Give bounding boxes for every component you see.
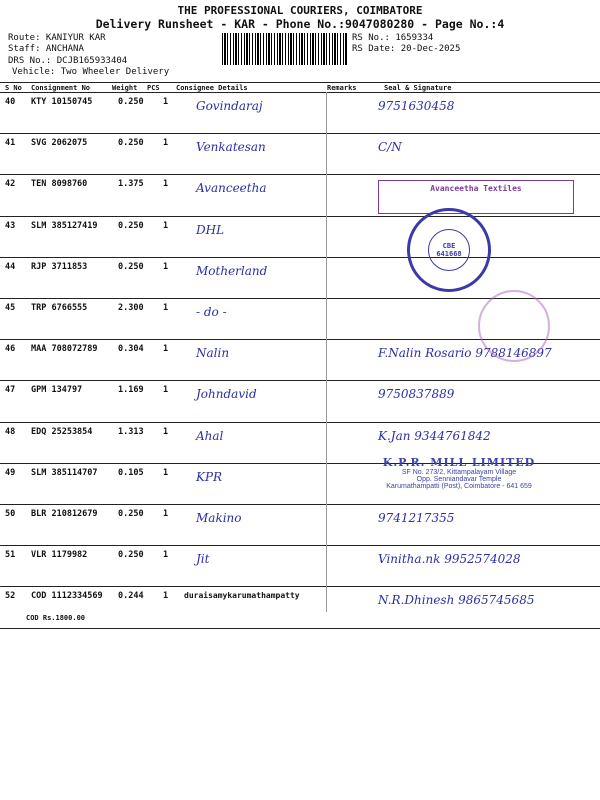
- row-signature-handwriting: K.Jan 9344761842: [378, 428, 491, 443]
- row-weight: 2.300: [118, 303, 144, 313]
- row-consignee-handwriting: - do -: [196, 305, 227, 319]
- row-consignment: GPM 134797: [31, 385, 83, 396]
- row-pcs: 1: [163, 591, 169, 602]
- row-signature-handwriting: N.R.Dhinesh 9865745685: [378, 593, 535, 608]
- row-consignment: KTY 10150745: [31, 97, 93, 107]
- row-weight: 0.250: [118, 220, 144, 231]
- row-sno: 43: [5, 220, 16, 231]
- table-row: [0, 92, 600, 133]
- row-consignee-handwriting: Motherland: [196, 263, 268, 278]
- row-sno: 46: [5, 344, 16, 355]
- row-weight: 0.105: [118, 467, 144, 478]
- table-row: [0, 380, 600, 421]
- row-weight: 0.250: [118, 138, 144, 149]
- row-sno: 49: [5, 467, 16, 478]
- table-row: [0, 504, 600, 545]
- row-consignee-handwriting: Ahal: [196, 428, 224, 443]
- row-pcs: 1: [163, 179, 169, 190]
- col-sno: S No: [5, 84, 22, 92]
- row-weight: 0.250: [118, 97, 144, 107]
- row-details: duraisamykarumathampatty: [184, 591, 300, 601]
- row-sno: 50: [5, 509, 16, 519]
- kpr-stamp-line3: Karumathampatti (Post), Coimbatore - 641 659: [386, 483, 532, 490]
- col-pcs: PCS: [147, 84, 160, 92]
- row-weight: 1.313: [118, 426, 144, 437]
- col-remarks: Remarks: [327, 84, 357, 92]
- row-consignment: COD 1112334569: [31, 591, 103, 602]
- row-consignee-handwriting: KPR: [196, 469, 223, 484]
- row-consignee-handwriting: Jit: [196, 552, 210, 567]
- row-signature-handwriting: 9751630458: [378, 99, 455, 113]
- col-details: Consignee Details: [176, 84, 248, 92]
- row-sno: 48: [5, 426, 16, 437]
- table-row: [0, 216, 600, 257]
- row-sno: 41: [5, 138, 16, 149]
- row-consignee-handwriting: Govindaraj: [196, 99, 263, 113]
- row-pcs: 1: [163, 467, 169, 478]
- row-consignee-handwriting: DHL: [196, 222, 225, 237]
- vehicle-label: Vehicle: Two Wheeler Delivery: [12, 67, 170, 77]
- row-consignee-handwriting: Makino: [196, 511, 242, 525]
- row-consignee-handwriting: Venkatesan: [196, 140, 266, 155]
- row-pcs: 1: [163, 97, 169, 107]
- row-pcs: 1: [163, 138, 169, 149]
- staff-label: Staff: ANCHANA: [8, 44, 84, 54]
- runsheet-title: Delivery Runsheet - KAR - Phone No.:9047080280 - Page No.:4: [95, 17, 505, 31]
- drs-label: DRS No.: DCJB165933404: [8, 56, 128, 66]
- table-bottom-rule: [0, 628, 600, 629]
- kpr-stamp-line1: SF No. 273/2, Kittampalayam Village: [401, 469, 517, 476]
- row-consignment: SLM 385127419: [31, 220, 98, 231]
- col-consignment: Consignment No: [31, 84, 91, 92]
- row-pcs: 1: [163, 220, 169, 231]
- row-signature-handwriting: C/N: [378, 140, 402, 155]
- avanceetha-stamp: Avanceetha Textiles: [378, 180, 574, 214]
- row-pcs: 1: [163, 344, 169, 355]
- row-consignee-handwriting: Avanceetha: [196, 181, 267, 196]
- row-pcs: 1: [163, 261, 169, 272]
- row-sno: 51: [5, 550, 16, 561]
- table-row: [0, 545, 600, 586]
- row-consignment: EDQ 25253854: [31, 426, 93, 437]
- row-weight: 0.250: [118, 550, 144, 561]
- dhl-seal-text: CBE 641668: [428, 229, 470, 271]
- row-pcs: 1: [163, 426, 169, 437]
- table-header: [0, 82, 600, 92]
- row-weight: 1.375: [118, 179, 144, 190]
- row-sno: 44: [5, 261, 16, 272]
- row-sno: 45: [5, 303, 16, 313]
- row-pcs: 1: [163, 550, 169, 561]
- remarks-divider: [326, 92, 327, 612]
- row-pcs: 1: [163, 385, 169, 396]
- row-consignment: SVG 2062075: [31, 138, 88, 149]
- route-label: Route: KANIYUR KAR: [8, 33, 106, 43]
- faded-seal: [478, 290, 550, 362]
- row-weight: 0.250: [118, 509, 144, 519]
- dhl-seal: [407, 208, 491, 292]
- col-seal: Seal & Signature: [384, 84, 452, 92]
- row-weight: 0.250: [118, 261, 144, 272]
- cod-note: COD Rs.1800.00: [26, 614, 86, 622]
- row-sno: 40: [5, 97, 16, 107]
- row-consignment: SLM 385114707: [31, 467, 98, 478]
- kpr-stamp-name: K.P.R. MILL LIMITED: [382, 456, 536, 469]
- row-consignee-handwriting: Johndavid: [196, 387, 257, 402]
- rs-date: RS Date: 20-Dec-2025: [352, 44, 461, 54]
- row-sno: 47: [5, 385, 16, 396]
- row-consignment: BLR 210812679: [31, 509, 98, 519]
- rs-number: RS No.: 1659334: [352, 33, 434, 43]
- barcode: [222, 33, 348, 65]
- row-pcs: 1: [163, 303, 169, 313]
- row-consignee-handwriting: Nalin: [196, 346, 230, 361]
- row-sno: 52: [5, 591, 16, 602]
- company-title: THE PROFESSIONAL COURIERS, COIMBATORE: [177, 4, 423, 17]
- table-row: [0, 133, 600, 174]
- row-signature-handwriting: 9741217355: [378, 511, 455, 525]
- table-row: [0, 586, 600, 627]
- row-pcs: 1: [163, 509, 169, 519]
- row-signature-handwriting: F.Nalin Rosario 9788146897: [378, 346, 552, 361]
- row-weight: 0.304: [118, 344, 144, 355]
- row-consignment: TRP 6766555: [31, 303, 88, 313]
- row-sno: 42: [5, 179, 16, 190]
- row-consignment: RJP 3711853: [31, 261, 88, 272]
- row-signature-handwriting: Vinitha.nk 9952574028: [378, 552, 521, 567]
- row-signature-handwriting: 9750837889: [378, 387, 455, 402]
- row-weight: 0.244: [118, 591, 144, 602]
- col-weight: Weight: [112, 84, 138, 92]
- kpr-stamp: [364, 456, 554, 490]
- row-weight: 1.169: [118, 385, 144, 396]
- kpr-stamp-line2: Opp. Senniandavar Temple: [416, 476, 502, 483]
- row-consignment: MAA 708072789: [31, 344, 98, 355]
- row-consignment: TEN 8098760: [31, 179, 88, 190]
- row-consignment: VLR 1179982: [31, 550, 88, 561]
